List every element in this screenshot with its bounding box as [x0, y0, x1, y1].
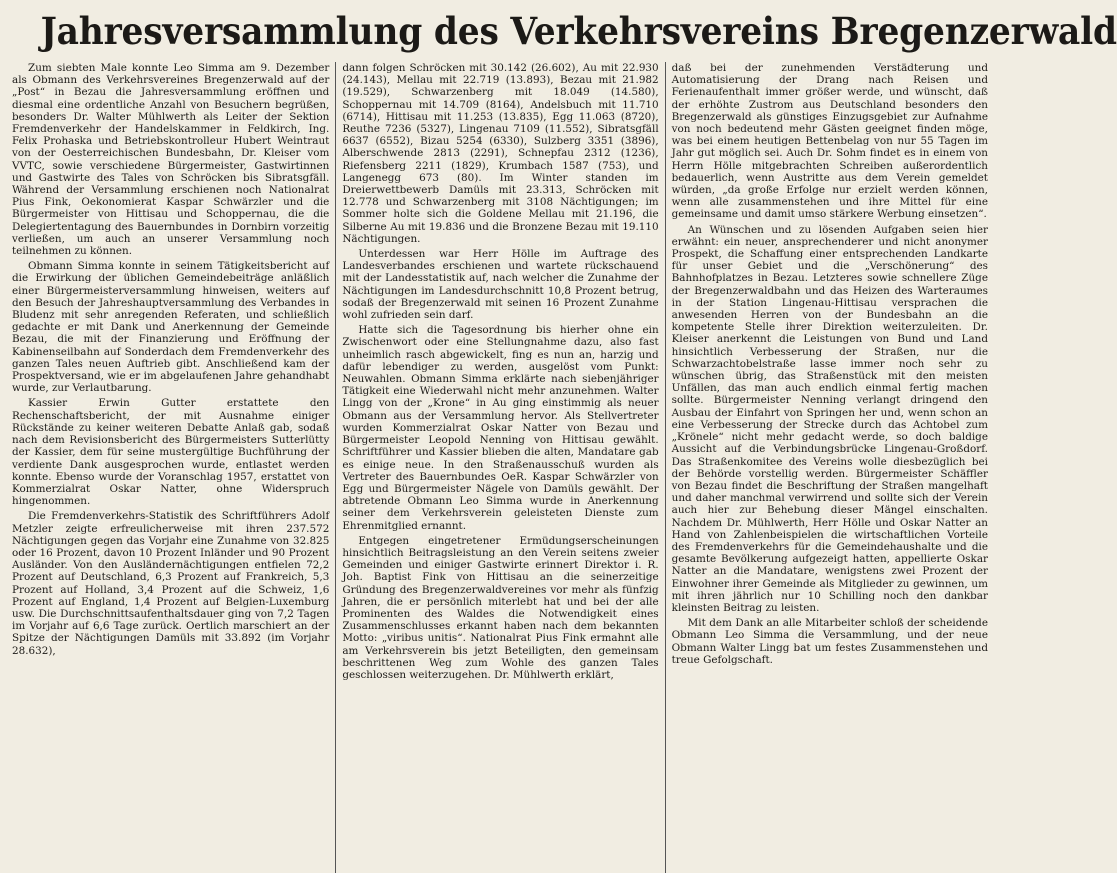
- headline: Jahresversammlung des Verkehrsvereins Bregenzerwald: [40, 9, 1117, 53]
- paragraph: Entgegen eingetretener Ermüdungserscheinungen hinsichtlich Beitragsleistung an den Verein seitens zweier Gemeinden und einiger Gastwirte erinnert Direktor i. R. Joh. Baptist Fink von Hittisau an die seinerzeitige Gründung des Bregenzerwaldvereines vor mehr als fünfzig Jahren, die er persönlich miterlebt hat und bei der alle Prominenten des Waldes die Notwendigkeit eines Zusammenschlusses erkannt haben nach dem bekannten Motto: „viribus unitis“. Nationalrat Pius Fink ermahnt alle am Verkehrsverein bis jetzt Beteiligten, den gemeinsam beschrittenen Weg zum Wohle des ganzen Tales geschlossen weiterzugehen. Dr. Mühlwerth erklärt,: [342, 534, 659, 681]
- article-column-2: [335, 62, 664, 873]
- paragraph: dann folgen Schröcken mit 30.142 (26.602), Au mit 22.930 (24.143), Mellau mit 22.719 (13.893), Bezau mit 21.982 (19.529), Schwarzenberg mit 18.049 (14.580), Schoppernau mit 14.709 (8164), Andelsbuch mit 11.710 (6714), Hittisau mit 11.253 (13.835), Egg 11.063 (8720), Reuthe 7236 (5327), Lingenau 7109 (11.552), Sibratsgfäll 6637 (6552), Bizau 5254 (6330), Sulzberg 3351 (3896), Alberschwende 2813 (2291), Schnepfau 2312 (1236), Riefensberg 2211 (1829), Krumbach 1587 (753), und Langenegg 673 (80). Im Winter standen im Dreierwettbewerb Damüls mit 23.313, Schröcken mit 12.778 und Schwarzenberg mit 3108 Nächtigungen; im Sommer holte sich die Goldene Mellau mit 21.196, die Silberne Au mit 19.836 und die Bronzene Bezau mit 19.110 Nächtigungen.: [342, 62, 659, 245]
- article-column-3: [665, 62, 994, 873]
- paragraph: Zum siebten Male konnte Leo Simma am 9. Dezember als Obmann des Verkehrsvereines Bregenzerwald auf der „Post“ in Bezau die Jahresversammlung eröffnen und diesmal eine ordentliche Anzahl von Besuchern begrüßen, besonders Dr. Walter Mühlwerth als Leiter der Sektion Fremdenverkehr der Handelskammer in Feldkirch, Ing. Felix Prohaska und Betriebskontrolleur Hubert Weintraut von der Oesterreichischen Bundesbahn, Dr. Kleiser vom VVTC, sowie verschiedene Bürgermeister, Gastwirtinnen und Gastwirte des Tales von Schröcken bis Sibratsgfäll. Während der Versammlung erschienen noch Nationalrat Pius Fink, Oekonomierat Kaspar Schwärzler und die Bürgermeister von Hittisau und Schoppernau, die die Delegiertentagung des Bauernbundes in Dornbirn vorzeitig verließen, um auch an unserer Versammlung noch teilnehmen zu können.: [12, 62, 330, 258]
- article-columns: [6, 62, 994, 873]
- paragraph: Die Fremdenverkehrs-Statistik des Schriftführers Adolf Metzler zeigte erfreulicherweise mit ihren 237.572 Nächtigungen gegen das Vorjahr eine Zunahme von 32.825 oder 16 Prozent, davon 10 Prozent Inländer und 90 Prozent Ausländer. Von den Ausländernächtigungen entfielen 72,2 Prozent auf Deutschland, 6,3 Prozent auf Frankreich, 5,3 Prozent auf Holland, 3,4 Prozent auf die Schweiz, 1,6 Prozent auf England, 1,4 Prozent auf Belgien-Luxemburg usw. Die Durchschnittsaufenthaltsdauer ging von 7,2 Tagen im Vorjahr auf 6,6 Tage zurück. Oertlich marschiert an der Spitze der Nächtigungen Damüls mit 33.892 (im Vorjahr 28.632),: [12, 510, 330, 657]
- paragraph: daß bei der zunehmenden Verstädterung und Automatisierung der Drang nach Reisen und Ferienaufenthalt immer größer werde, und wünscht, daß der erhöhte Zustrom aus Deutschland besonders den Bregenzerwald als günstiges Einzugsgebiet zur Aufnahme von noch bedeutend mehr Gästen geeignet finden möge, was bei einem heutigen Bettenbelag von nur 55 Tagen im Jahr gut möglich sei. Auch Dr. Sohm findet es in einem von Herrn Hölle mitgebrachten Schreiben außerordentlich bedauerlich, wenn Austritte aus dem Verein gemeldet würden, „da große Erfolge nur erzielt werden können, wenn alle zusammenstehen und ihre Mittel für eine gemeinsame und damit umso stärkere Werbung einsetzen“.: [671, 62, 988, 221]
- paragraph: Hatte sich die Tagesordnung bis hierher ohne ein Zwischenwort oder eine Stellungnahme dazu, also fast unheimlich rasch abgewickelt, fing es nun an, harzig und dafür lebendiger zu werden, ausgelöst vom Punkt: Neuwahlen. Obmann Simma erklärte nach siebenjähriger Tätigkeit eine Wiederwahl nicht mehr anzunehmen. Walter Lingg von der „Krone“ in Au ging einstimmig als neuer Obmann aus der Versammlung hervor. Als Stellvertreter wurden Kommerzialrat Oskar Natter von Bezau und Bürgermeister Leopold Nenning von Hittisau gewählt. Schriftführer und Kassier blieben die alten, Mandatare gab es einige neue. In den Straßenausschuß wurden als Vertreter des Bauernbundes OeR. Kaspar Schwärzler von Egg und Bürgermeister Nägele von Damüls gewählt. Der abtretende Obmann Leo Simma wurde in Anerkennung seiner dem Verkehrsverein geleisteten Dienste zum Ehrenmitglied ernannt.: [342, 324, 659, 532]
- paragraph: An Wünschen und zu lösenden Aufgaben seien hier erwähnt: ein neuer, ansprechenderer und nicht anonymer Prospekt, die Schaffung einer entsprechenden Landkarte für unser Gebiet und die „Verschönerung“ des Bahnhofplatzes in Bezau. Letzteres sowie schnellere Züge der Bregenzerwaldbahn und das Heizen des Warteraumes in der Station Lingenau-Hittisau versprachen die anwesenden Herren von der Bundesbahn an die kompetente Stelle ihrer Direktion weiterzuleiten. Dr. Kleiser anerkennt die Leistungen von Bund und Land hinsichtlich Verbesserung der Straßen, nur die Schwarzachtobelstraße lasse immer noch sehr zu wünschen übrig, das Straßenstück mit den meisten Unfällen, das man auch endlich einmal fertig machen sollte. Bürgermeister Nenning verlangt dringend den Ausbau der Einfahrt von Springen her und, wenn schon an eine Verbesserung der Strecke durch das Achtobel zum „Krönele“ nicht mehr gedacht werde, so doch baldige Aussicht auf die Verbindungsbrücke Lingenau-Großdorf. Das Straßenkomitee des Vereins wolle diesbezüglich bei der Behörde vorstellig werden. Bürgermeister Schäffler von Bezau findet die Beschriftung der Straßen mangelhaft und daher manchmal verwirrend und sollte sich der Verein auch hier zur Behebung dieser Mängel einschalten. Nachdem Dr. Mühlwerth, Herr Hölle und Oskar Natter an Hand von Zahlenbeispielen die wirtschaftlichen Vorteile des Fremdenverkehrs für die Gemeindehaushalte und die gesamte Bevölkerung aufgezeigt hatten, appellierte Oskar Natter an die Mandatare, wenigstens zwei Prozent der Einwohner ihrer Gemeinde als Mitglieder zu gewinnen, um mit ihren jährlich nur 10 Schilling noch den dankbar kleinsten Beitrag zu leisten.: [671, 223, 988, 614]
- paragraph: Kassier Erwin Gutter erstattete den Rechenschaftsbericht, der mit Ausnahme einiger Rückstände zu keiner weiteren Debatte Anlaß gab, sodaß nach dem Revisionsbericht des Bürgermeisters Sutterlütty der Kassier, dem für seine mustergültige Buchführung der verdiente Dank ausgesprochen wurde, entlastet werden konnte. Ebenso wurde der Voranschlag 1957, erstattet von Kommerzialrat Oskar Natter, ohne Widerspruch hingenommen.: [12, 397, 330, 508]
- paragraph: Unterdessen war Herr Hölle im Auftrage des Landesverbandes erschienen und wartete rückschauend mit der Landesstatistik auf, nach welcher die Zunahme der Nächtigungen im Landesdurchschnitt 10,8 Prozent betrug, sodaß der Bregenzerwald mit seinen 16 Prozent Zunahme wohl zufrieden sein darf.: [342, 248, 659, 322]
- article-column-1: [6, 62, 335, 873]
- paragraph: Obmann Simma konnte in seinem Tätigkeitsbericht auf die Erwirkung der üblichen Gemeindebeiträge anläßlich einer Bürgermeisterversammlung hinweisen, weiters auf den Besuch der Jahreshauptversammlung des Verbandes in Bludenz mit sehr anregenden Referaten, und schließlich gedachte er mit Dank und Anerkennung der Gemeinde Bezau, die mit der Finanzierung und Eröffnung der Kabinenseilbahn auf Sonderdach dem Fremdenverkehr des ganzen Tales neuen Auftrieb gibt. Anschließend kam der Prospektversand, wie er im abgelaufenen Jahre gehandhabt wurde, zur Verlautbarung.: [12, 260, 330, 395]
- paragraph: Mit dem Dank an alle Mitarbeiter schloß der scheidende Obmann Leo Simma die Versammlung, und der neue Obmann Walter Lingg bat um festes Zusammenstehen und treue Gefolgschaft.: [671, 617, 988, 666]
